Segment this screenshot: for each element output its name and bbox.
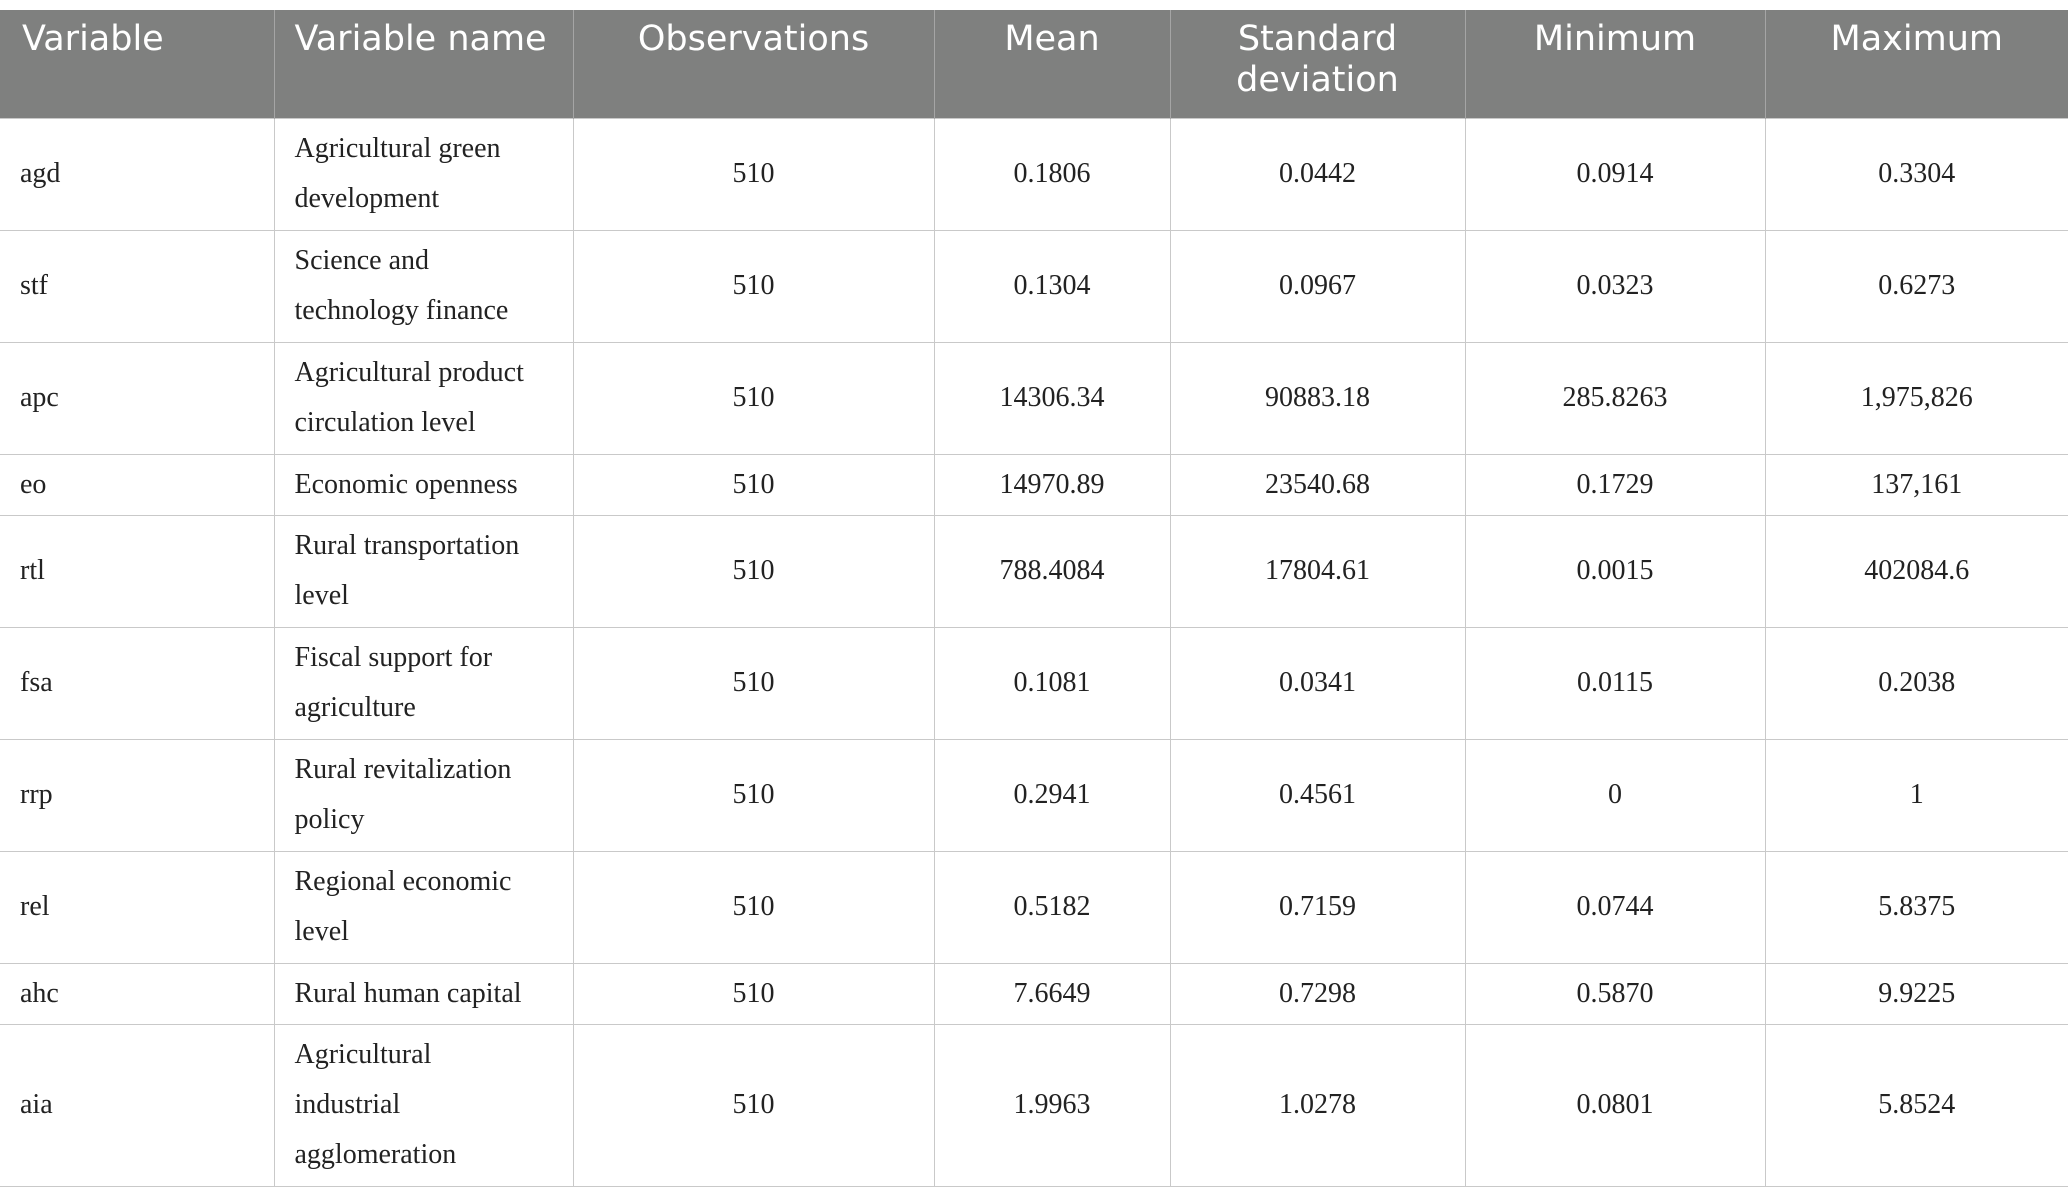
cell-maximum: 402084.6 (1765, 515, 2068, 627)
table-row (0, 739, 2068, 851)
cell-standard-deviation: 1.0278 (1170, 1024, 1465, 1186)
cell-variable-name: Agricultural product circulation level (274, 342, 573, 454)
cell-standard-deviation: 0.7159 (1170, 851, 1465, 963)
cell-observations: 510 (573, 627, 934, 739)
header-observations: Observations (573, 10, 934, 118)
cell-variable: aia (0, 1024, 274, 1186)
cell-maximum: 0.2038 (1765, 627, 2068, 739)
cell-variable: apc (0, 342, 274, 454)
cell-standard-deviation: 17804.61 (1170, 515, 1465, 627)
cell-mean: 7.6649 (934, 963, 1170, 1024)
table-row (0, 342, 2068, 454)
cell-mean: 0.1304 (934, 230, 1170, 342)
header-variable: Variable (0, 10, 274, 118)
table-row (0, 118, 2068, 230)
cell-variable: fsa (0, 627, 274, 739)
cell-mean: 0.5182 (934, 851, 1170, 963)
cell-mean: 0.2941 (934, 739, 1170, 851)
cell-maximum: 9.9225 (1765, 963, 2068, 1024)
cell-maximum: 1,975,826 (1765, 342, 2068, 454)
table-row (0, 851, 2068, 963)
cell-variable-name: Regional economic level (274, 851, 573, 963)
cell-observations: 510 (573, 963, 934, 1024)
table-header (0, 10, 2068, 118)
header-minimum: Minimum (1465, 10, 1765, 118)
cell-variable-name: Rural transportation level (274, 515, 573, 627)
cell-observations: 510 (573, 342, 934, 454)
cell-variable-name: Rural revitalization policy (274, 739, 573, 851)
cell-mean: 788.4084 (934, 515, 1170, 627)
cell-variable-name: Fiscal support for agriculture (274, 627, 573, 739)
cell-mean: 14306.34 (934, 342, 1170, 454)
cell-standard-deviation: 90883.18 (1170, 342, 1465, 454)
cell-standard-deviation: 0.7298 (1170, 963, 1465, 1024)
cell-observations: 510 (573, 851, 934, 963)
cell-standard-deviation: 23540.68 (1170, 454, 1465, 515)
cell-minimum: 0.0914 (1465, 118, 1765, 230)
cell-minimum: 0.0323 (1465, 230, 1765, 342)
cell-variable-name: Agricultural industrial agglomeration (274, 1024, 573, 1186)
table-row (0, 1024, 2068, 1186)
table-row (0, 515, 2068, 627)
cell-mean: 1.9963 (934, 1024, 1170, 1186)
cell-maximum: 5.8375 (1765, 851, 2068, 963)
cell-variable: agd (0, 118, 274, 230)
cell-observations: 510 (573, 118, 934, 230)
cell-variable: eo (0, 454, 274, 515)
cell-standard-deviation: 0.0341 (1170, 627, 1465, 739)
cell-variable: ahc (0, 963, 274, 1024)
cell-maximum: 5.8524 (1765, 1024, 2068, 1186)
cell-observations: 510 (573, 454, 934, 515)
cell-standard-deviation: 0.0967 (1170, 230, 1465, 342)
header-mean: Mean (934, 10, 1170, 118)
cell-minimum: 0.0115 (1465, 627, 1765, 739)
cell-variable: rtl (0, 515, 274, 627)
cell-observations: 510 (573, 1024, 934, 1186)
cell-maximum: 137,161 (1765, 454, 2068, 515)
cell-standard-deviation: 0.4561 (1170, 739, 1465, 851)
cell-variable: rel (0, 851, 274, 963)
cell-observations: 510 (573, 739, 934, 851)
table-row (0, 627, 2068, 739)
cell-maximum: 0.6273 (1765, 230, 2068, 342)
header-maximum: Maximum (1765, 10, 2068, 118)
header-row (0, 10, 2068, 118)
table-row (0, 963, 2068, 1024)
cell-minimum: 0.5870 (1465, 963, 1765, 1024)
table-body (0, 118, 2068, 1186)
cell-observations: 510 (573, 230, 934, 342)
cell-minimum: 0.0015 (1465, 515, 1765, 627)
cell-variable-name: Agricultural green development (274, 118, 573, 230)
cell-variable-name: Economic openness (274, 454, 573, 515)
cell-variable: stf (0, 230, 274, 342)
cell-minimum: 0 (1465, 739, 1765, 851)
table-row (0, 454, 2068, 515)
cell-variable: rrp (0, 739, 274, 851)
cell-maximum: 1 (1765, 739, 2068, 851)
cell-minimum: 0.0801 (1465, 1024, 1765, 1186)
cell-variable-name: Science and technology finance (274, 230, 573, 342)
cell-minimum: 0.1729 (1465, 454, 1765, 515)
cell-mean: 14970.89 (934, 454, 1170, 515)
cell-observations: 510 (573, 515, 934, 627)
cell-minimum: 285.8263 (1465, 342, 1765, 454)
table-row (0, 230, 2068, 342)
cell-mean: 0.1806 (934, 118, 1170, 230)
cell-minimum: 0.0744 (1465, 851, 1765, 963)
descriptive-statistics-table (0, 10, 2068, 1187)
cell-standard-deviation: 0.0442 (1170, 118, 1465, 230)
cell-mean: 0.1081 (934, 627, 1170, 739)
cell-maximum: 0.3304 (1765, 118, 2068, 230)
header-variable-name: Variable name (274, 10, 573, 118)
cell-variable-name: Rural human capital (274, 963, 573, 1024)
header-standard-deviation: Standard deviation (1170, 10, 1465, 118)
